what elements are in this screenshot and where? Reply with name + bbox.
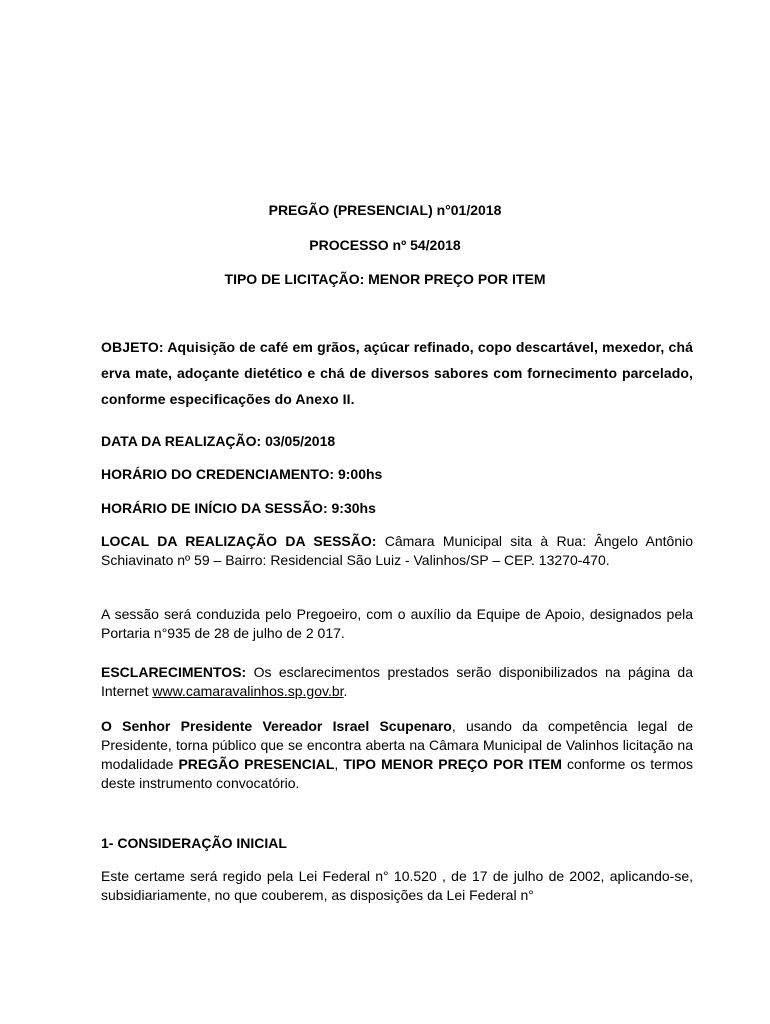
objeto-label: OBJETO: <box>101 339 164 355</box>
horario-inicio-sessao: HORÁRIO DE INÍCIO DA SESSÃO: 9:30hs <box>101 500 376 516</box>
objeto-text: Aquisição de café em grãos, açúcar refinado, copo descartável, mexedor, chá erva mate, adoçante dietético e chá de diversos sabores com fornecimento parcelado, conforme especificações do Anexo II. <box>101 339 693 407</box>
modalidade-bold: PREGÃO PRESENCIAL <box>178 756 335 772</box>
tipo-bold: TIPO MENOR PREÇO POR ITEM <box>343 756 562 772</box>
presidente-text-1: , usando da competência legal de Presidente, torna público que se encontra aberta na Câmara Municipal de Valinhos licitação na modalidade <box>101 718 694 772</box>
sessao-paragraph: A sessão será conduzida pelo Pregoeiro, com o auxílio da Equipe de Apoio, designados pela Portaria n°935 de 28 de julho de 2 017. <box>101 606 693 641</box>
local-paragraph <box>101 532 693 570</box>
presidente-text-2: conforme os termos deste instrumento convocatório. <box>101 756 694 791</box>
presidente-name: O Senhor Presidente Vereador Israel Scupenaro <box>101 718 452 734</box>
esclarecimentos-text: Os esclarecimentos prestados serão disponibilizados na página da Internet <box>101 664 693 699</box>
comma: , <box>334 756 339 772</box>
pregao-heading: PREGÃO (PRESENCIAL) n°01/2018 <box>268 202 502 218</box>
tipo-licitacao-heading: TIPO DE LICITAÇÃO: MENOR PREÇO POR ITEM <box>224 271 546 287</box>
section-1-paragraph: Este certame será regido pela Lei Federal n° 10.520 , de 17 de julho de 2002, aplicando-se, subsidiariamente, no que couberem, as disposições da Lei Federal n° <box>101 868 693 903</box>
local-label: LOCAL DA REALIZAÇÃO DA SESSÃO: <box>101 533 377 549</box>
presidente-paragraph <box>101 717 693 793</box>
data-realizacao: DATA DA REALIZAÇÃO: 03/05/2018 <box>101 433 336 449</box>
esclarecimentos-suffix: . <box>343 683 348 699</box>
section-1-title: 1- CONSIDERAÇÃO INICIAL <box>101 835 287 851</box>
objeto-paragraph <box>101 334 693 412</box>
local-text: Câmara Municipal sita à Rua: Ângelo Antônio Schiavinato nº 59 – Bairro: Residencial São Luiz - Valinhos/SP – CEP. 13270-470. <box>101 533 694 568</box>
horario-credenciamento: HORÁRIO DO CREDENCIAMENTO: 9:00hs <box>101 466 383 482</box>
esclarecimentos-paragraph <box>101 663 693 701</box>
processo-heading: PROCESSO nº 54/2018 <box>309 237 461 253</box>
esclarecimentos-label: ESCLARECIMENTOS: <box>101 664 247 680</box>
camara-website-link[interactable]: www.camaravalinhos.sp.gov.br <box>152 683 344 699</box>
